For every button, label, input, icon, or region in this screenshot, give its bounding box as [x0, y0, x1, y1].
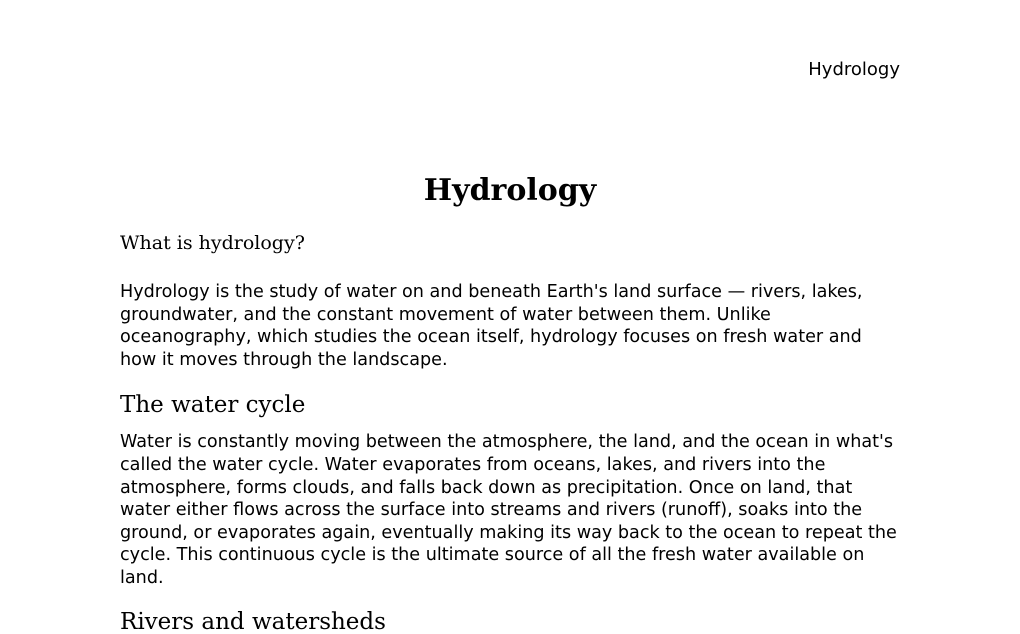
document-body: [120, 172, 900, 634]
section-heading-rivers-watersheds: Rivers and watersheds: [120, 608, 386, 634]
running-header: Hydrology: [808, 59, 900, 80]
intro-paragraph: Hydrology is the study of water on and beneath Earth's land surface — rivers, lakes, groundwater, and the constant movement of water between them. Unlike oceanography, which studies the ocean itself, hydrology focuses on fresh water and how it moves through the landscape.: [120, 282, 863, 370]
section-heading-water-cycle: The water cycle: [120, 392, 306, 419]
document-title: Hydrology: [423, 173, 597, 208]
document-subtitle: What is hydrology?: [120, 232, 305, 254]
section-paragraph-water-cycle: Water is constantly moving between the atmosphere, the land, and the ocean in what's called the water cycle. Water evaporates from oceans, lakes, and rivers into the atmosphere, forms clouds, and falls back down as precipitation. Once on land, that water either flows across the surface into streams and rivers (runoff), soaks into the ground, or evaporates again, eventually making its way back to the ocean to repeat the cycle. This continuous cycle is the ultimate source of all the fresh water available on land.: [120, 432, 897, 588]
